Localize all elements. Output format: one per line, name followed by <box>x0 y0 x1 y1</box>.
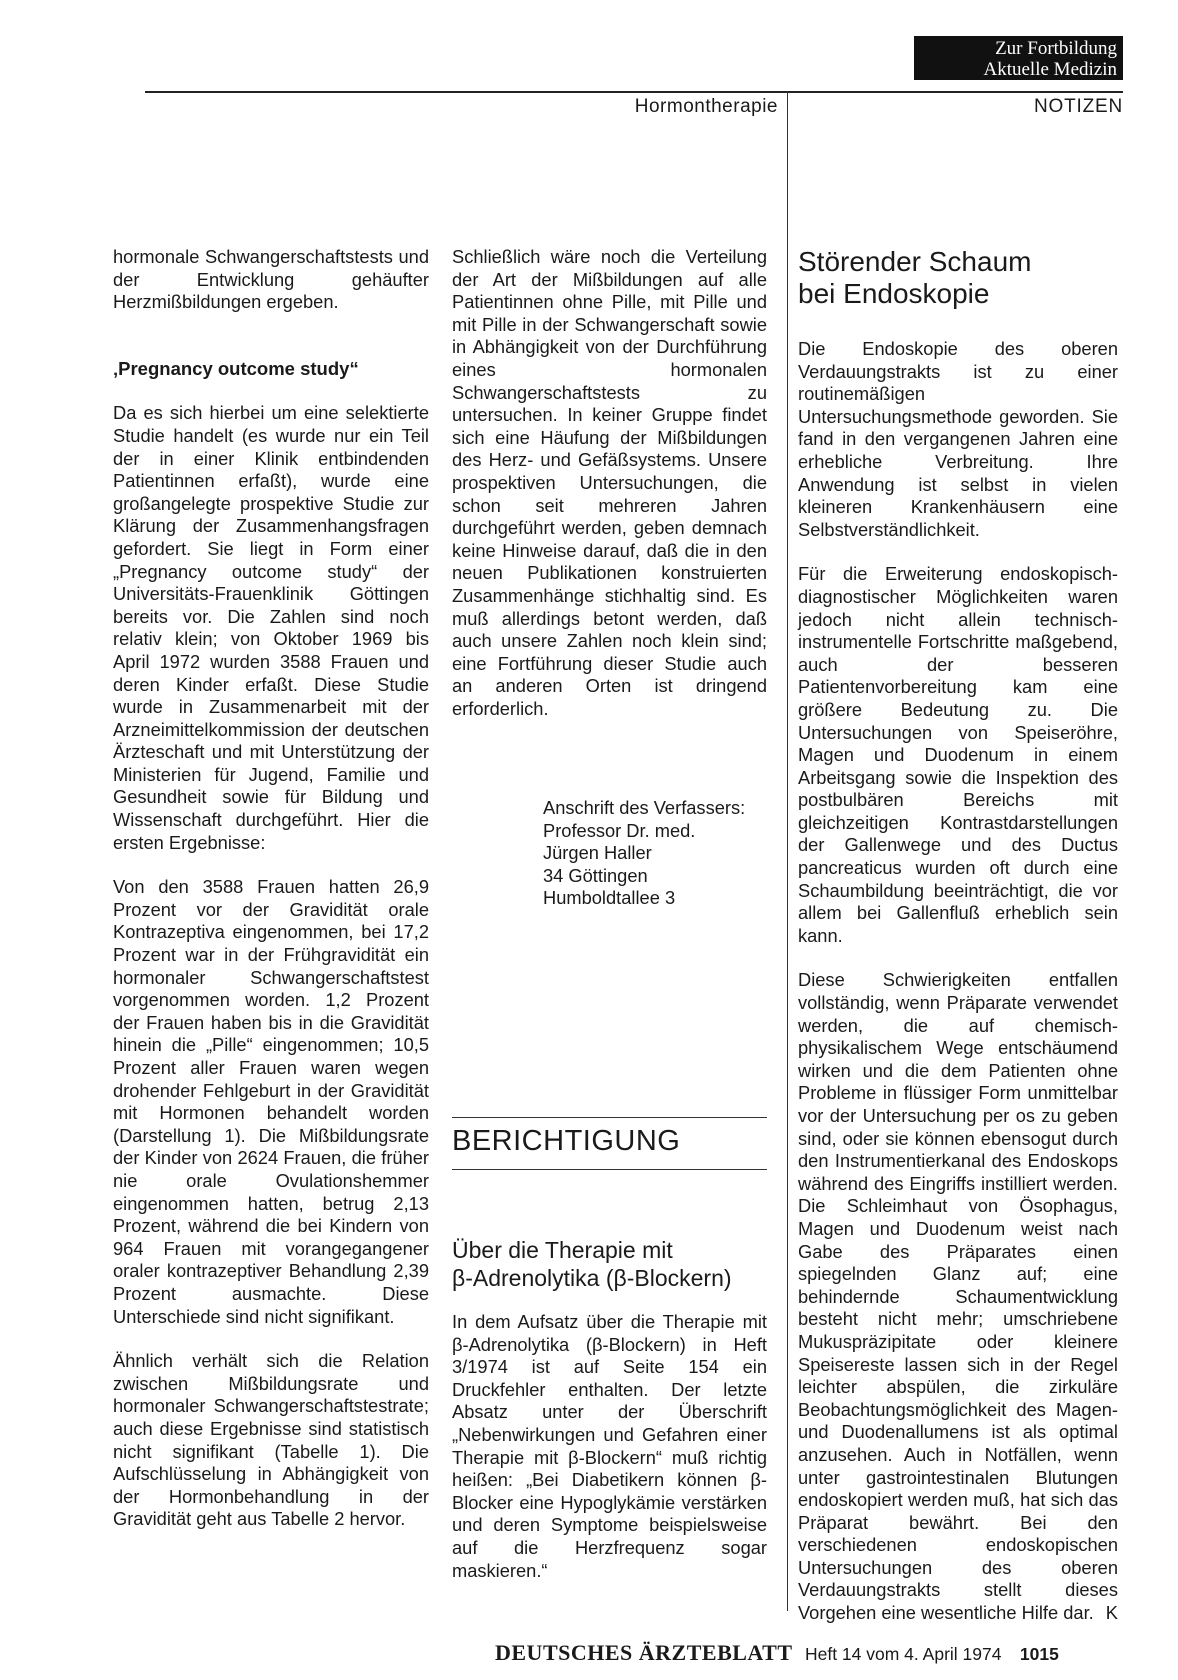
notizen-column <box>798 246 1118 1625</box>
badge-line-1: Zur Fortbildung <box>995 38 1117 59</box>
paragraph: Schließlich wäre noch die Verteilung der Art der Mißbildungen auf alle Patientinnen ohne Pille, mit Pille und mit Pille in der Schwangerschaft sowie in Abhängigkeit von der Durchführung eines hormonalen Schwangerschaftstests zu untersuchen. In keiner Gruppe findet sich eine Häufung der Mißbildungen des Herz- und Gefäßsystems. Unsere prospektiven Untersuchungen, die schon seit mehreren Jahren durchgeführt werden, geben demnach keine Hinweise darauf, daß die in den neuen Publikationen konstruierten Zusammenhänge stichhaltig sind. Es muß allerdings betont werden, daß auch unsere Zahlen noch klein sind; eine Fortführung dieser Studie auch an anderen Orten ist dringend erforderlich. <box>452 246 767 719</box>
notiz-title-line: bei Endoskopie <box>798 278 990 309</box>
section-label-left: Hormontherapie <box>634 96 778 117</box>
column-divider <box>787 91 788 1611</box>
divider <box>452 1169 767 1170</box>
article-column-1 <box>113 246 429 1531</box>
issue-info: Heft 14 vom 4. April 1974 <box>804 1644 1002 1664</box>
masthead: DEUTSCHES ÄRZTEBLATT <box>495 1640 793 1665</box>
paragraph <box>798 969 1118 1624</box>
address-line: Jürgen Haller <box>543 842 652 864</box>
subheading: ‚Pregnancy outcome study“ <box>113 357 359 379</box>
notiz-title-line: Störender Schaum <box>798 246 1032 277</box>
page-footer <box>495 1640 1121 1666</box>
correction-text <box>452 1311 767 1582</box>
author-address <box>543 797 745 910</box>
section-label-right: NOTIZEN <box>1034 96 1123 117</box>
paragraph: Für die Erweiterung endoskopisch-diagnostischer Möglichkeiten waren jedoch nicht allein technisch-instrumentelle Fortschritte maßgebend, auch der besseren Patientenvorbereitung kam eine größere Bedeutung zu. Die Untersuchungen von Speiseröhre, Magen und Duodenum in einem Arbeitsgang sowie die Inspektion des postbulbären Bereichs mit gleichzeitigen Kontrastdarstellungen der Gallenwege und des Ductus pancreaticus wurden oft durch eine Schaumbildung beeinträchtigt, die vor allem bei Gallenfluß erheblich sein kann. <box>798 563 1118 946</box>
correction-title-line: Über die Therapie mit <box>452 1237 673 1263</box>
address-line: Anschrift des Verfassers: <box>543 797 746 818</box>
paragraph: Die Endoskopie des oberen Verdauungstrakts ist zu einer routinemäßigen Untersuchungsmethode geworden. Sie fand in den vergangenen Jahren eine erhebliche Verbreitung. Ihre Anwendung ist selbst in vielen kleineren Krankenhäusern eine Selbstverständlichkeit. <box>798 338 1118 540</box>
notiz-title <box>798 246 1118 310</box>
paragraph: Von den 3588 Frauen hatten 26,9 Prozent vor der Gravidität orale Kontrazeptiva eingenommen, bei 17,2 Prozent war in der Frühgravidität ein hormonaler Schwangerschaftstest vorgenommen worden. 1,2 Prozent der Frauen haben bis in die Gravidität hinein die „Pille“ eingenommen; 10,5 Prozent aller Frauen waren wegen drohender Fehlgeburt in der Gravidität mit Hormonen behandelt worden (Darstellung 1). Die Mißbildungsrate der Kinder von 2624 Frauen, die früher nie orale Ovulationshemmer eingenommen hatten, betrug 2,13 Prozent, während die bei Kindern von 964 Frauen mit vorangegangener oraler kontrazeptiver Behandlung 2,39 Prozent ausmachte. Diese Unterschiede sind nicht signifikant. <box>113 876 429 1327</box>
divider <box>452 1117 767 1118</box>
section-badge <box>914 36 1123 80</box>
berichtigung-heading: BERICHTIGUNG <box>452 1125 681 1157</box>
address-line: 34 Göttingen <box>543 864 648 886</box>
badge-line-2: Aktuelle Medizin <box>983 59 1117 80</box>
address-line: Professor Dr. med. <box>543 819 696 841</box>
article-column-2 <box>452 246 767 720</box>
paragraph: In dem Aufsatz über die Therapie mit β-Adrenolytika (β-Blockern) in Heft 3/1974 ist auf Seite 154 ein Druckfehler enthalten. Der letzte Absatz unter der Überschrift „Nebenwirkungen und Gefahren einer Therapie mit β-Blockern“ muß richtig heißen: „Bei Diabetikern können β-Blocker eine Hypoglykämie verstärken und deren Symptome beispielsweise auf die Herzfrequenz sogar maskieren.“ <box>452 1311 767 1581</box>
paragraph: Ähnlich verhält sich die Relation zwischen Mißbildungsrate und hormonaler Schwangerschaftstestrate; auch diese Ergebnisse sind statistisch nicht signifikant (Tabelle 1). Die Aufschlüsselung in Abhängigkeit von der Hormonbehandlung in der Gravidität geht aus Tabelle 2 hervor. <box>113 1350 429 1530</box>
paragraph: hormonale Schwangerschaftstests und der Entwicklung gehäufter Herzmißbildungen ergeben. <box>113 246 429 313</box>
header-rule <box>145 91 1123 93</box>
correction-title <box>452 1236 772 1292</box>
paragraph-text: Diese Schwierigkeiten entfallen vollständig, wenn Präparate verwendet werden, die auf chemisch-physikalischem Wege entschäumend wirken und die dem Patienten ohne Probleme in flüssiger Form unmittelbar vor der Untersuchung per os zu geben sind, oder sie können ebensogut durch den Instrumentierkanal des Endoskops während des Eingriffs instilliert werden. Die Schleimhaut von Ösophagus, Magen und Duodenum weist nach Gabe des Präparates einen spiegelnden Glanz auf; eine behindernde Schaumentwicklung besteht nicht mehr; umschriebene Mukuspräzipitate oder kleinere Speisereste lassen sich in der Regel leichter abspülen, die zirkuläre Beobachtungsmöglichkeit des Magen- und Duodenallumens ist als optimal anzusehen. Auch in Notfällen, wenn unter gastrointestinalen Blutungen endoskopiert werden muß, hat sich das Präparat bewährt. Bei den verschiedenen endoskopischen Untersuchungen des oberen Verdauungstrakts stellt dieses Vorgehen eine wesentliche Hilfe dar. <box>798 969 1118 1624</box>
page-number: 1015 <box>1019 1644 1059 1664</box>
address-line: Humboldtallee 3 <box>543 887 676 909</box>
author-signature: K <box>1105 1602 1118 1624</box>
correction-title-line: β-Adrenolytika (β-Blockern) <box>452 1265 732 1291</box>
paragraph: Da es sich hierbei um eine selektierte Studie handelt (es wurde nur ein Teil der in einer Klinik entbindenden Patientinnen erfaßt), wurde eine großangelegte prospektive Studie zur Klärung der Zusammenhangsfragen gefordert. Sie liegt in Form einer „Pregnancy outcome study“ der Universitäts-Frauenklinik Göttingen bereits vor. Die Zahlen sind noch relativ klein; von Oktober 1969 bis April 1972 wurden 3588 Frauen und deren Kinder erfaßt. Diese Studie wurde in Zusammenarbeit mit der Arzneimittelkommission der deutschen Ärzteschaft und mit Unterstützung der Ministerien für Jugend, Familie und Gesundheit sowie für Bildung und Wissenschaft durchgeführt. Hier die ersten Ergebnisse: <box>113 402 429 853</box>
